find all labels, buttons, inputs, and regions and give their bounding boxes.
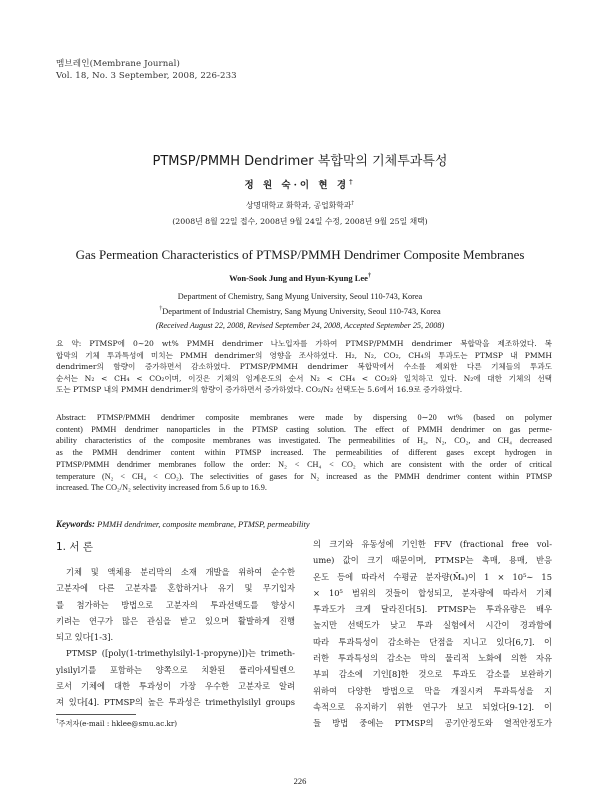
right-column <box>313 536 552 732</box>
english-authors <box>0 273 600 283</box>
corresponding-mark: † <box>349 177 356 186</box>
body-line: 투과도가 크게 달라진다[5]. PTMSP는 투과유량은 배우 <box>313 604 552 615</box>
body-line: 온도 등에 따라서 수평균 분자량(M̄ₙ)이 1 × 10⁵∼ 15 <box>313 571 552 582</box>
body-line: 부피 감소에 기인[8]한 것으로 투과도 감소를 보완하기 <box>313 669 552 680</box>
body-line: 키려는 연구가 많은 관심을 받고 있으며 활발하게 진행 <box>56 615 295 626</box>
english-authors-names: Won-Sook Jung and Hyun-Kyung Lee <box>229 273 368 283</box>
body-line: PTMSP ([poly(1-trimethylsilyl-1-propyne)])는 trimeth- <box>66 648 295 659</box>
korean-abstract-line: 도는 PTMSP 내의 PMMH dendrimer의 함량이 증가하면서 증가하였다. CO₂/N₂ 선택도는 5.6에서 16.9로 증가하였다. <box>56 385 463 395</box>
journal-name: 멤브레인(Membrane Journal) <box>56 59 180 69</box>
english-abstract-line: as the PMMH dendrimer content within PTMSP increased. The permeabilities of different gases except hydrogen in <box>56 448 552 458</box>
body-line: 의 크기와 유동성에 기인한 FFV (fractional free vol- <box>313 539 552 549</box>
body-line: 되고 있다[1-3]. <box>56 632 114 643</box>
body-line: ylsilyl기를 포함하는 양쪽으로 치환된 폴리아세틸렌으 <box>56 664 295 675</box>
body-line: 를 첨가하는 방법으로 고분자의 투과선택도를 향상시 <box>56 599 295 610</box>
keywords-value: PMMH dendrimer, composite membrane, PTMSP, permeability <box>97 520 310 529</box>
page-number: 226 <box>293 776 307 786</box>
english-affiliation-2 <box>0 307 600 316</box>
volume-line: Vol. 18, No. 3 September, 2008, 226-233 <box>56 71 237 81</box>
body-line: 러한 투과특성의 감소는 막의 물리적 노화에 의한 자유 <box>313 653 552 664</box>
left-column <box>56 564 295 711</box>
korean-abstract-label: 요 약: <box>56 339 82 348</box>
body-line: 로서 기체에 대한 투과성이 가장 우수한 고분자로 알려 <box>56 681 295 692</box>
korean-authors <box>0 177 600 191</box>
body-line: 위하여 다양한 방법으로 막을 개질시켜 투과특성을 지 <box>313 685 552 696</box>
korean-abstract-line: 합막의 기체 투과특성에 미치는 PMMH dendrimer의 영향을 조사하였다. H₂, N₂, CO₂, CH₄의 투과도는 PTMSP 내 PMMH <box>56 350 552 360</box>
section-heading: 1. 서 론 <box>56 541 93 553</box>
english-abstract-line: temperature (N₂ < CH₄ < CO₂). The selectivities of gases for N₂ increased as the PMMH dendrimer content within PTMSP <box>56 471 552 481</box>
body-line: 들 방법 중에는 PTMSP의 공기안정도와 열적안정도가 <box>313 718 552 729</box>
body-line: 져 있다[4]. PTMSP의 높은 투과성은 trimethylsilyl groups <box>56 697 295 708</box>
english-affiliation-1: Department of Chemistry, Sang Myung University, Seoul 110-743, Korea <box>177 292 423 301</box>
english-corresponding-mark: † <box>367 273 371 280</box>
english-affiliation-mark: † <box>159 306 163 313</box>
english-dates: (Received August 22, 2008, Revised September 24, 2008, Accepted September 25, 2008) <box>155 321 445 330</box>
body-line: 높지만 선택도가 낮고 투과 실험에서 시간이 경과함에 <box>313 620 552 631</box>
korean-affiliation <box>0 200 600 211</box>
keywords-label: Keywords: <box>56 519 95 529</box>
footnote-rule <box>56 714 136 715</box>
body-line: × 10⁵ 범위의 것들이 합성되고, 분자량에 따라서 기체 <box>313 587 552 598</box>
english-abstract-line: Abstract: PTMSP/PMMH dendrimer composite membranes were made by dispersing 0∼20 wt% (based on polymer <box>56 413 552 422</box>
affiliation-mark: † <box>351 200 355 207</box>
body-line: 고분자에 다른 고분자를 혼합하거나 유기 및 무기입자 <box>56 583 295 594</box>
english-affiliation-2-text: Department of Industrial Chemistry, Sang Myung University, Seoul 110-743, Korea <box>162 307 441 316</box>
korean-abstract-line: dendrimer의 함량이 증가하면서 감소하였다. PTMSP/PMMH dendrimer 복합막에서 수소를 제외한 다른 기체들의 투과도 <box>56 362 552 372</box>
korean-dates: (2008년 8월 22일 접수, 2008년 9월 24일 수정, 2008년 9월 25일 채택) <box>172 217 428 226</box>
body-line: ume) 값이 크기 때문이며, PTMSP는 촉매, 용매, 반응 <box>313 555 552 566</box>
korean-abstract <box>56 338 552 396</box>
english-abstract-line: PTMSP/PMMH dendrimer membranes follow the order: N₂ < CH₄ < CO₂ which are consistent with the order of critical <box>56 459 552 469</box>
body-line: 따라 투과특성이 감소하는 단점을 지니고 있다[6,7]. 이 <box>313 636 552 647</box>
english-abstract-line: content) PMMH dendrimer nanoparticles in the PTMSP casting solution. The effect of PMMH dendrimer on gas perme- <box>56 424 552 434</box>
english-abstract-line: increased. The CO₂/N₂ selectivity increased from 5.6 up to 16.9. <box>56 483 267 493</box>
korean-abstract-line: 요 약: PTMSP에 0∼20 wt% PMMH dendrimer 나노입자를 가하여 PTMSP/PMMH dendrimer 복합막을 제조하였다. 복 <box>56 339 552 348</box>
english-abstract-line: ability characteristics of the composite membranes was investigated. The permeabilities of H₂, N₂, CO₂, and CH₄ decreased <box>56 436 552 446</box>
korean-abstract-line: 순서는 N₂ < CH₄ < CO₂이며, 이것은 기체의 임계온도의 순서 N₂ < CH₄ < CO₂와 일치하고 있다. N₂에 대한 기체의 선택 <box>56 373 552 383</box>
korean-authors-names: 정 원 숙·이 현 경 <box>244 180 350 191</box>
footnote-text: 주저자(e-mail : hklee@smu.ac.kr) <box>58 719 178 728</box>
body-line: 기체 및 액체용 분리막의 소재 개발을 위하여 순수한 <box>66 567 295 577</box>
body-line: 속적으로 유지하기 위한 연구가 보고 되었다[9-12]. 이 <box>313 701 552 712</box>
korean-affiliation-text: 상명대학교 화학과, 공업화학과 <box>245 201 352 210</box>
english-abstract <box>56 412 552 494</box>
korean-title: PTMSP/PMMH Dendrimer 복합막의 기체투과특성 <box>152 154 448 169</box>
footnote-mark: † <box>56 718 59 725</box>
keywords <box>56 519 310 529</box>
english-title: Gas Permeation Characteristics of PTMSP/PMMH Dendrimer Composite Membranes <box>75 247 525 262</box>
english-abstract-label: Abstract: <box>56 413 87 422</box>
footnote <box>56 719 177 729</box>
